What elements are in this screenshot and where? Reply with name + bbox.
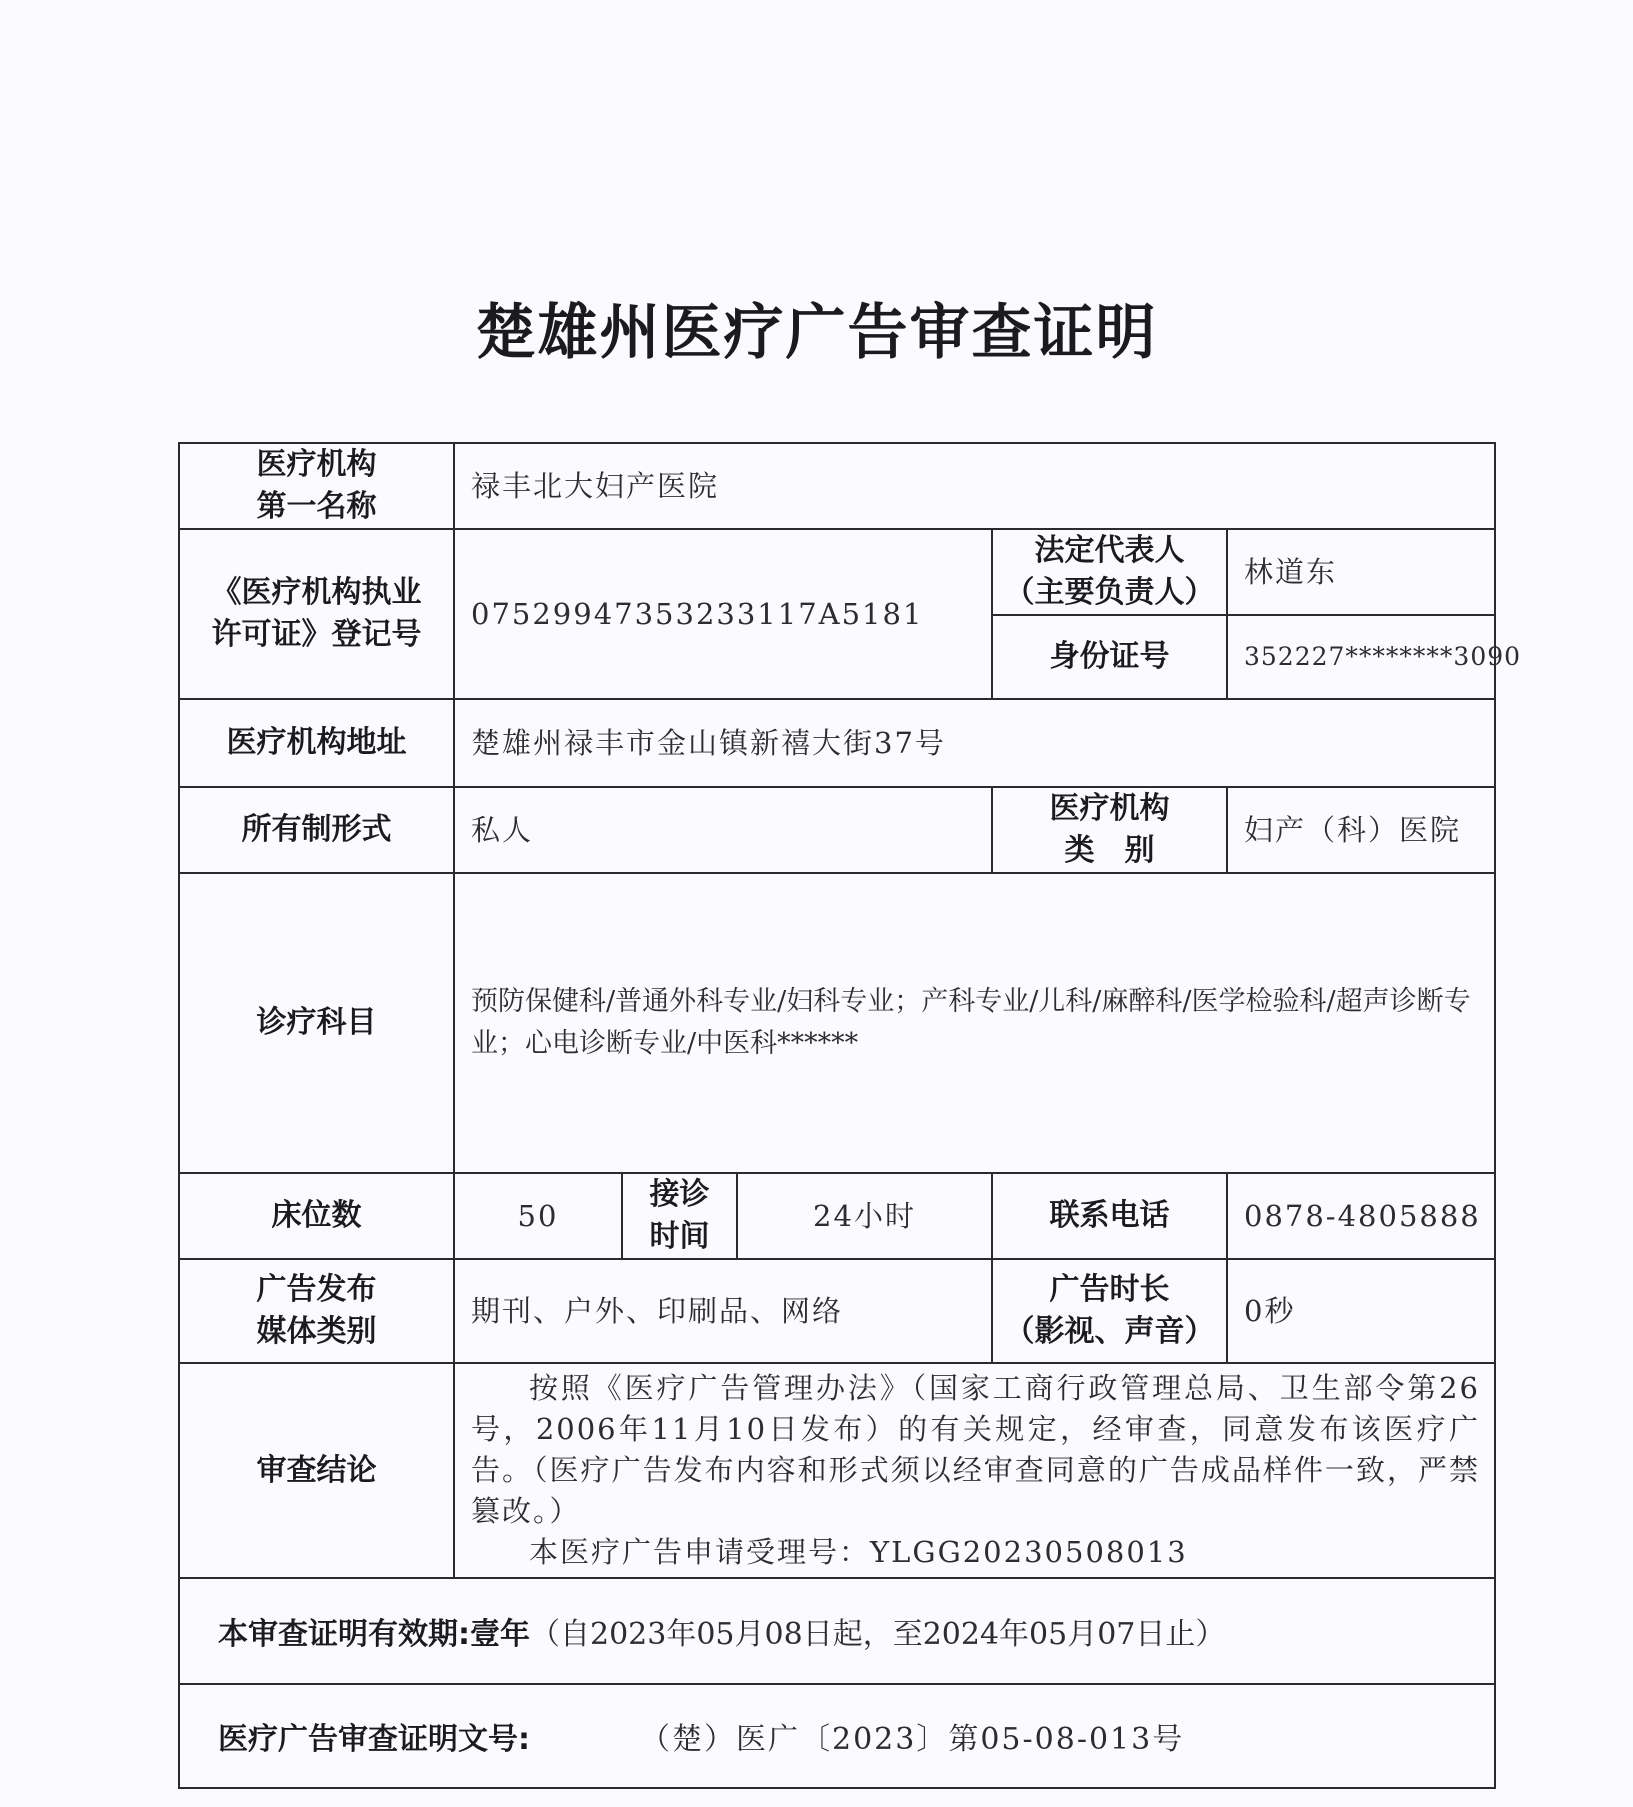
- legal-rep-label: 法定代表人 （主要负责人）: [992, 529, 1227, 615]
- address-value: 楚雄州禄丰市金山镇新禧大街37号: [454, 699, 1495, 787]
- media-value: 期刊、户外、印刷品、网络: [454, 1259, 992, 1363]
- row-ownership-category: [179, 787, 1495, 873]
- category-label: 医疗机构 类 别: [992, 787, 1227, 873]
- category-value: 妇产（科）医院: [1227, 787, 1495, 873]
- document-number-value: （楚）医广〔2023〕第05-08-013号: [640, 1722, 1185, 1757]
- license-label: 《医疗机构执业 许可证》登记号: [179, 529, 454, 699]
- row-scope: [179, 873, 1495, 1173]
- document-number: [179, 1684, 1495, 1788]
- row-validity: [179, 1578, 1495, 1684]
- hours-label: 接诊 时间: [622, 1173, 737, 1259]
- row-media-duration: [179, 1259, 1495, 1363]
- validity-label: 本审查证明有效期:壹年: [218, 1617, 530, 1652]
- row-beds-hours-phone: [179, 1173, 1495, 1259]
- duration-label: 广告时长 （影视、声音）: [992, 1259, 1227, 1363]
- id-number-label: 身份证号: [992, 615, 1227, 699]
- address-label: 医疗机构地址: [179, 699, 454, 787]
- review-conclusion: [454, 1363, 1495, 1578]
- ownership-label: 所有制形式: [179, 787, 454, 873]
- media-label: 广告发布 媒体类别: [179, 1259, 454, 1363]
- row-review-conclusion: [179, 1363, 1495, 1578]
- document-number-label: 医疗广告审查证明文号:: [218, 1722, 530, 1757]
- review-certificate-table: [178, 442, 1522, 1789]
- row-address: [179, 699, 1495, 787]
- phone-label: 联系电话: [992, 1173, 1227, 1259]
- scope-value: 预防保健科/普通外科专业/妇科专业；产科专业/儿科/麻醉科/医学检验科/超声诊断专业；心电诊断专业/中医科******: [454, 873, 1495, 1173]
- phone-value: 0878-4805888: [1227, 1173, 1495, 1259]
- institution-name-label: 医疗机构 第一名称: [179, 443, 454, 529]
- legal-rep-name: 林道东: [1227, 529, 1495, 615]
- page-title: 楚雄州医疗广告审查证明: [475, 298, 1158, 368]
- institution-name-value: 禄丰北大妇产医院: [454, 443, 1495, 529]
- application-number: 本医疗广告申请受理号：YLGG20230508013: [529, 1535, 1188, 1569]
- beds-value: 50: [454, 1173, 622, 1259]
- hours-value: 24小时: [737, 1173, 992, 1259]
- beds-label: 床位数: [179, 1173, 454, 1259]
- ownership-value: 私人: [454, 787, 992, 873]
- duration-value: 0秒: [1227, 1259, 1495, 1363]
- id-number-value: 352227********3090: [1227, 615, 1495, 699]
- review-text: 按照《医疗广告管理办法》（国家工商行政管理总局、卫生部令第26号，2006年11月10日发布）的有关规定，经审查，同意发布该医疗广告。（医疗广告发布内容和形式须以经审查同意的广告成品样件一致，严禁篡改。）: [471, 1371, 1480, 1528]
- validity-period: [179, 1578, 1495, 1684]
- row-document-number: [179, 1684, 1495, 1788]
- validity-range: （自2023年05月08日起，至2024年05月07日止）: [530, 1617, 1226, 1652]
- scope-label: 诊疗科目: [179, 873, 454, 1173]
- row-institution-name: [179, 443, 1495, 529]
- license-number: 07529947353233117A5181: [454, 529, 992, 699]
- row-license-rep: [179, 529, 1495, 615]
- review-label: 审查结论: [179, 1363, 454, 1578]
